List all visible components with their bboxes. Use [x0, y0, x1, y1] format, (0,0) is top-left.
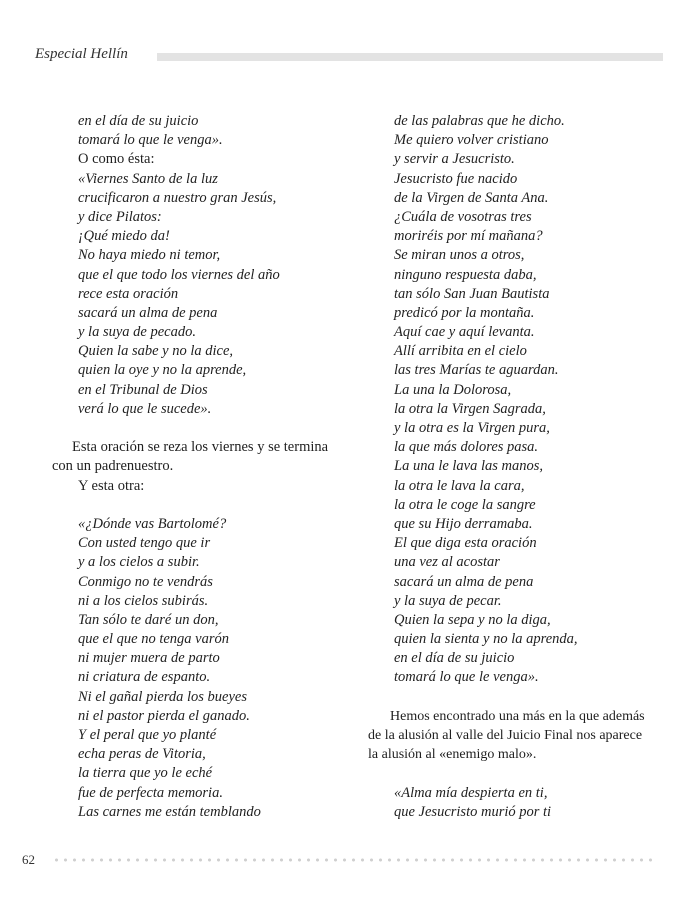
verse-line: Me quiero volver cristiano [394, 132, 549, 149]
verse-line: rece esta oración [78, 285, 179, 302]
verse-line: de las palabras que he dicho. [394, 113, 565, 129]
verse-line: tan sólo San Juan Bautista [394, 285, 550, 302]
verse-line: crucificaron a nuestro gran Jesús, [78, 189, 277, 206]
paragraph-line: la alusión al «enemigo malo». [368, 747, 537, 763]
right-column [368, 112, 668, 822]
page-footer [22, 852, 667, 866]
verse-line: y la suya de pecar. [394, 592, 502, 609]
verse-line: «Viernes Santo de la luz [78, 170, 218, 187]
verse-line: y la otra es la Virgen pura, [394, 420, 550, 436]
footer-dotted-rule [52, 858, 657, 862]
verse-line: de la Virgen de Santa Ana. [394, 189, 549, 206]
verse-line: que Jesucristo murió por ti [394, 803, 552, 820]
verse-line: quien la sienta y no la aprenda, [394, 631, 578, 648]
paragraph-line: Esta oración se reza los viernes y se termina [72, 439, 329, 456]
intro-line: O como ésta: [78, 151, 155, 168]
paragraph-line: Hemos encontrado una más en la que además [390, 708, 645, 724]
verse-line: verá lo que le sucede». [78, 400, 212, 417]
verse-line: ¿Cuála de vosotras tres [394, 208, 532, 225]
verse-line: La una la Dolorosa, [394, 381, 512, 398]
verse-line: quien la oye y no la aprende, [78, 362, 247, 379]
verse-line: ni criatura de espanto. [78, 669, 211, 686]
verse-line: la tierra que yo le eché [78, 765, 213, 782]
intro-line: Y esta otra: [78, 477, 145, 494]
verse-line: la que más dolores pasa. [394, 439, 539, 456]
verse-line: en el día de su juicio [394, 650, 515, 667]
verse-line: Conmigo no te vendrás [78, 573, 213, 590]
verse-line: fue de perfecta memoria. [78, 784, 223, 801]
left-column [52, 112, 347, 822]
verse-line: la otra le lava la cara, [394, 477, 525, 494]
verse-line: que el que no tenga varón [78, 631, 230, 648]
verse-line: echa peras de Vitoria, [78, 746, 206, 763]
section-title: Especial Hellín [35, 46, 128, 62]
verse-line: sacará un alma de pena [78, 304, 218, 321]
verse-line: tomará lo que le venga». [78, 132, 223, 149]
paragraph-line: con un padrenuestro. [52, 458, 174, 475]
verse-line: Las carnes me están temblando [78, 803, 261, 820]
verse-line: ni a los cielos subirás. [78, 592, 209, 609]
paragraph-line: de la alusión al valle del Juicio Final nos aparece [368, 728, 643, 743]
verse-line: No haya miedo ni temor, [78, 247, 221, 264]
verse-line: que el que todo los viernes del año [78, 266, 280, 283]
verse-line: que su Hijo derramaba. [394, 515, 533, 532]
verse-line: ¡Qué miedo da! [78, 228, 170, 245]
verse-line: Y el peral que yo planté [78, 727, 217, 743]
page-header [35, 46, 663, 68]
verse-line: y dice Pilatos: [78, 208, 162, 225]
verse-line: ni mujer muera de parto [78, 650, 220, 667]
verse-line: una vez al acostar [394, 554, 500, 571]
verse-line: Tan sólo te daré un don, [78, 611, 219, 628]
verse-line: Aquí cae y aquí levanta. [394, 324, 535, 341]
verse-line: La una le lava las manos, [394, 458, 544, 475]
verse-line: sacará un alma de pena [394, 573, 534, 590]
verse-line: y la suya de pecado. [78, 324, 196, 341]
page-number: 62 [22, 852, 35, 867]
verse-line: en el Tribunal de Dios [78, 381, 208, 398]
verse-line: El que diga esta oración [394, 535, 537, 552]
verse-line: Jesucristo fue nacido [394, 170, 518, 187]
verse-line: las tres Marías te aguardan. [394, 362, 559, 379]
verse-line: Se miran unos a otros, [394, 247, 525, 264]
verse-line: ni el pastor pierda el ganado. [78, 707, 250, 724]
verse-line: Allí arribita en el cielo [394, 343, 527, 360]
verse-line: moriréis por mí mañana? [394, 228, 543, 245]
verse-line: Con usted tengo que ir [78, 535, 211, 552]
verse-line: Ni el gañal pierda los bueyes [78, 688, 248, 705]
verse-line: y a los cielos a subir. [78, 554, 200, 571]
verse-line: Quien la sepa y no la diga, [394, 611, 551, 628]
header-rule [157, 53, 663, 61]
verse-line: y servir a Jesucristo. [394, 151, 515, 168]
verse-line: predicó por la montaña. [394, 304, 535, 321]
verse-line: ninguno respuesta daba, [394, 266, 537, 283]
verse-line: en el día de su juicio [78, 113, 199, 129]
verse-line: «¿Dónde vas Bartolomé? [78, 515, 227, 532]
verse-line: la otra la Virgen Sagrada, [394, 400, 546, 417]
verse-line: la otra le coge la sangre [394, 496, 536, 513]
verse-line: tomará lo que le venga». [394, 669, 539, 686]
verse-line: «Alma mía despierta en ti, [394, 784, 548, 801]
verse-line: Quien la sabe y no la dice, [78, 343, 234, 360]
